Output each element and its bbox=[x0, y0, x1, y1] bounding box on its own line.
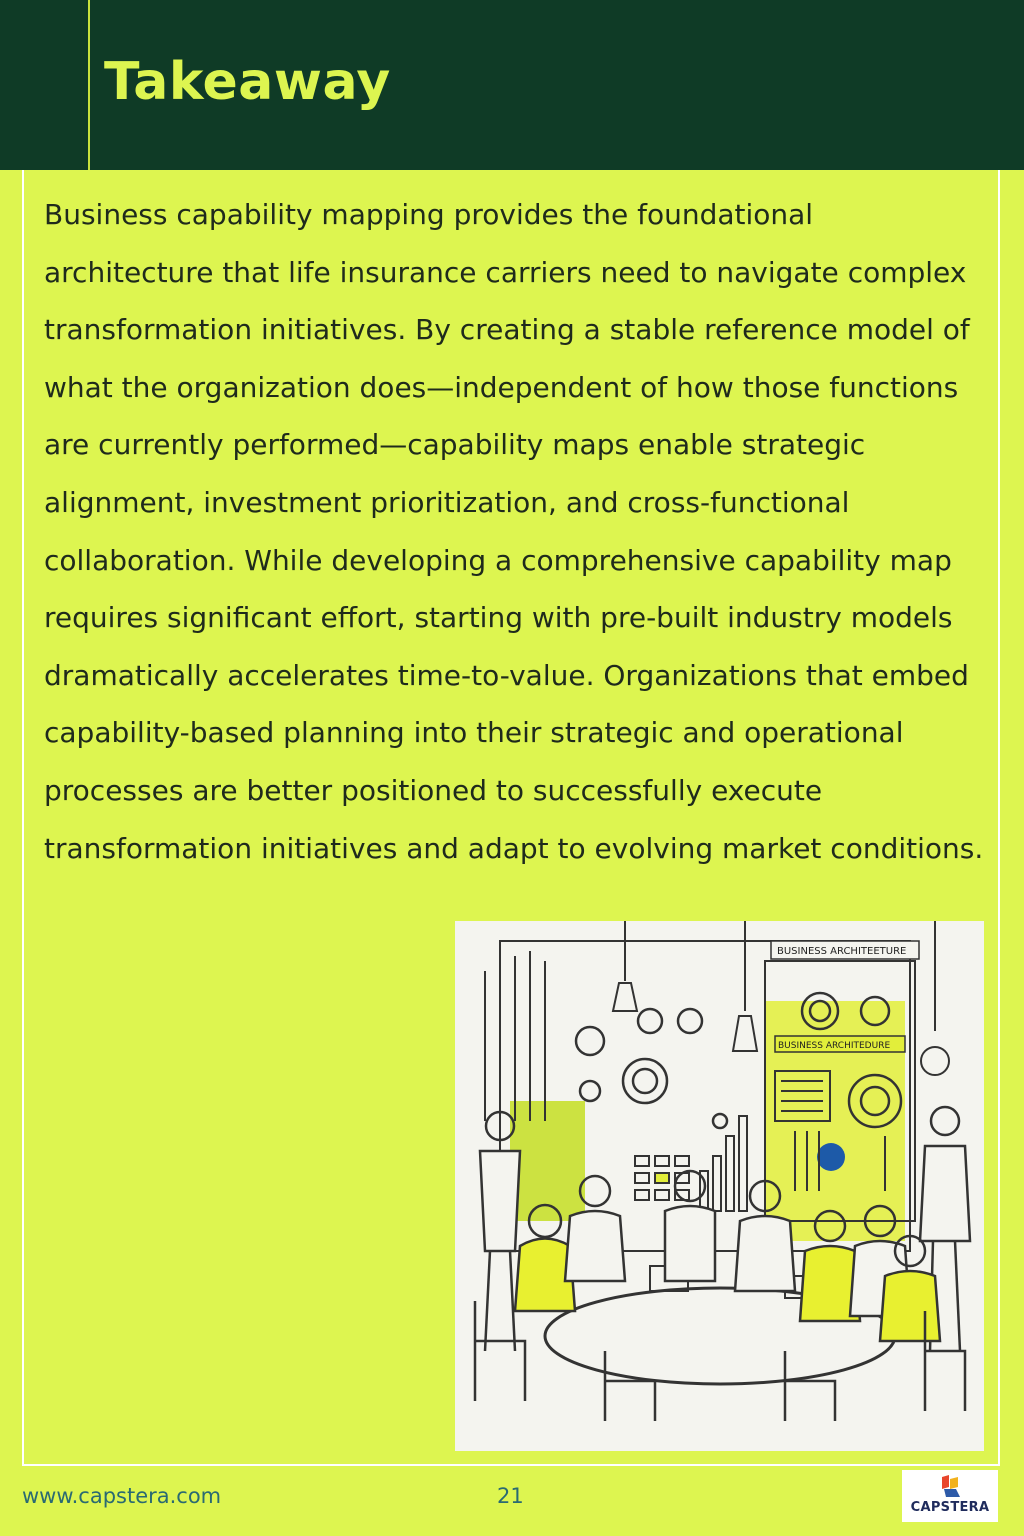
capstera-logo-text: CAPSTERA bbox=[910, 1500, 990, 1515]
illustration-svg bbox=[455, 921, 984, 1451]
board-label-top: BUSINESS ARCHITEETURE bbox=[777, 946, 907, 957]
header-divider bbox=[88, 0, 90, 170]
page-number: 21 bbox=[497, 1484, 524, 1508]
takeaway-paragraph: Business capability mapping provides the foundational architecture that life insurance carriers need to navigate complex transformation initiatives. By creating a stable reference model of what the organization does—independent of how those functions are currently performed—capability maps enable strategic alignment, investment prioritization, and cross-functional collaboration. While developing a comprehensive capability map requires significant effort, starting with pre-built industry models dramatically accelerates time-to-value. Organizations that embed capability-based planning into their strategic and operational processes are better positioned to successfully execute transformation initiatives and adapt to evolving market conditions. bbox=[44, 198, 984, 865]
board-label-mid: BUSINESS ARCHITEDURE bbox=[778, 1041, 891, 1051]
meeting-illustration bbox=[455, 921, 984, 1451]
footer-website-link[interactable]: www.capstera.com bbox=[22, 1484, 222, 1508]
page-title: Takeaway bbox=[104, 52, 391, 112]
capstera-logo bbox=[902, 1470, 998, 1522]
page-header bbox=[0, 0, 1024, 170]
capstera-logo-icon bbox=[940, 1473, 962, 1499]
